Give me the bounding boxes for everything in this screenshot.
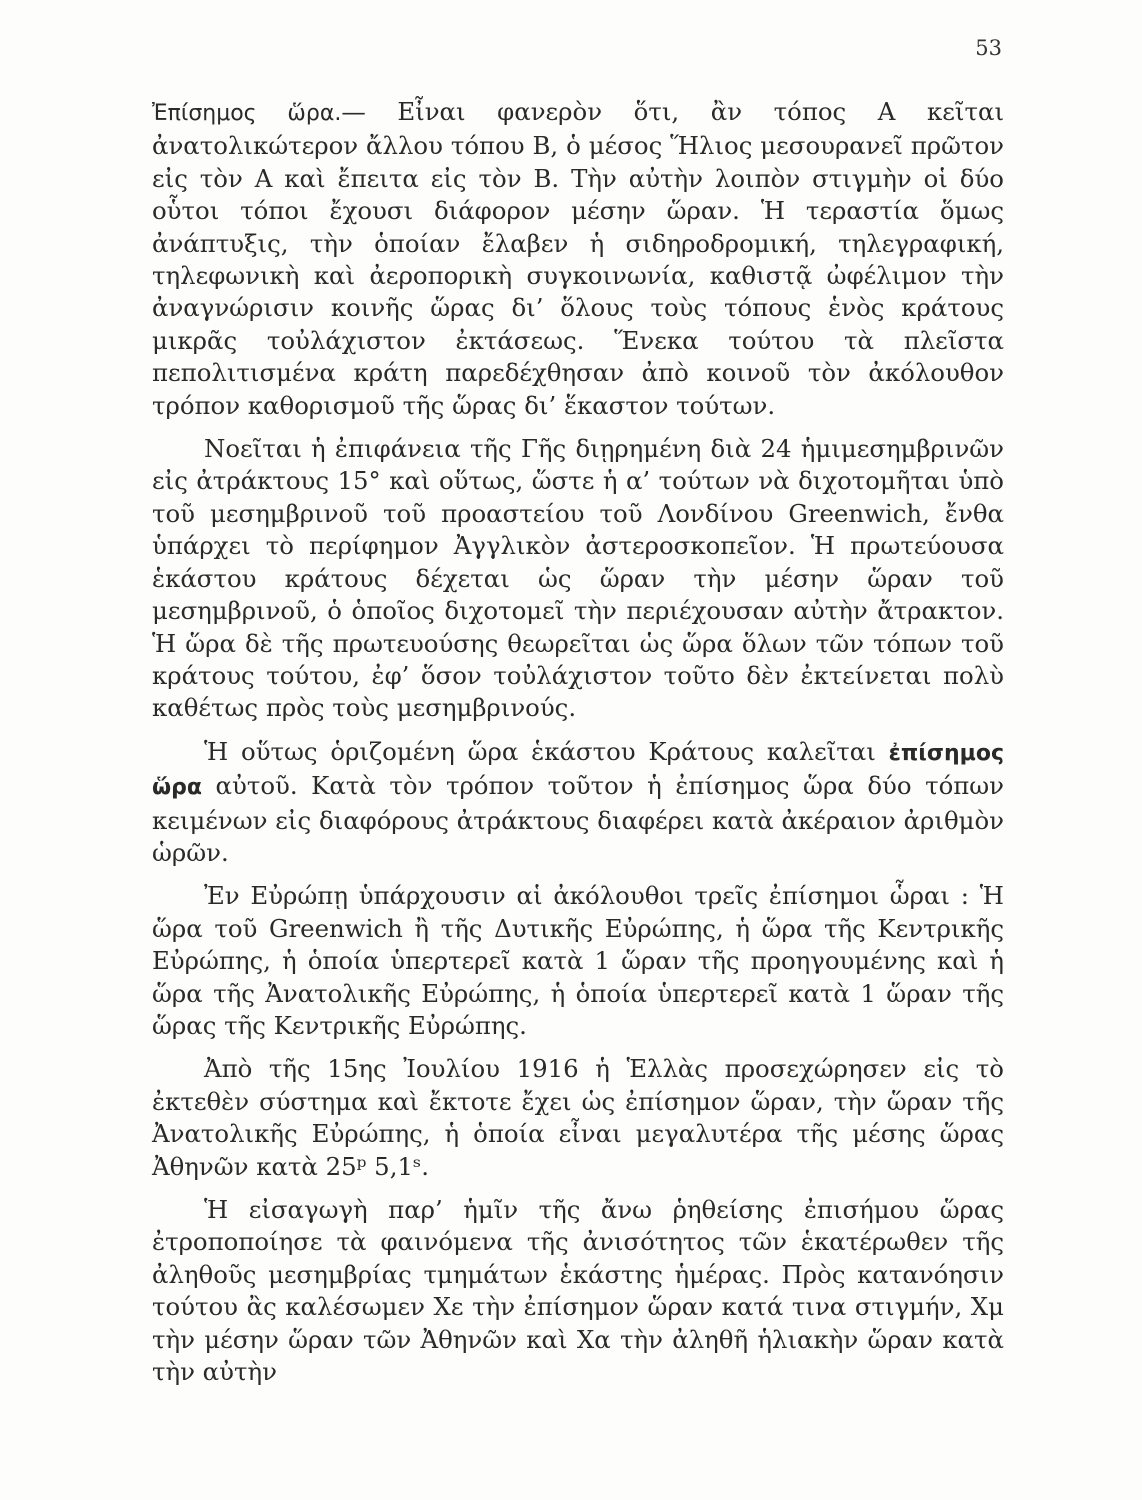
page-number: 53 [975,36,1002,60]
paragraph-text: — Εἶναι φανερὸν ὅτι, ἂν τόπος Α κεῖται ἀνατολικώτερον ἄλλου τόπου Β, ὁ μέσος Ἥλιος μεσουρανεῖ πρῶτον εἰς τὸν Α καὶ ἔπειτα εἰς τὸν Β. Τὴν αὐτὴν λοιπὸν στιγμὴν οἱ δύο οὗτοι τόποι ἔχουσι διάφορον μέσην ὥραν. Ἡ τεραστία ὅμως ἀνάπτυξις, τὴν ὁποίαν ἔλαβεν ἡ σιδηροδρομική, τηλεγραφική, τηλεφωνικὴ καὶ ἀεροπορικὴ συγκοινωνία, καθιστᾷ ὠφέλιμον τὴν ἀναγνώρισιν κοινῆς ὥρας δι’ ὅλους τοὺς τόπους ἑνὸς κράτους μικρᾶς τοὐλάχιστον ἐκτάσεως. Ἕνεκα τούτου τὰ πλεῖστα πεπολιτισμένα κράτη παρεδέχθησαν ἀπὸ κοινοῦ τὸν ἀκόλουθον τρόπον καθορισμοῦ τῆς ὥρας δι’ ἕκαστον τούτων. [152,97,1005,420]
paragraph-text: Ἀπὸ τῆς 15ης Ἰουλίου 1916 ἡ Ἑλλὰς προσεχώρησεν εἰς τὸ ἐκτεθὲν σύστημα καὶ ἔκτοτε ἔχει ὡς ἐπίσημον ὥραν, τὴν ὥραν τῆς Ἀνατολικῆς Εὐρώπης, ἡ ὁποία εἶναι μεγαλυτέρα τῆς μέσης ὥρας Ἀθηνῶν κατὰ 25ᵖ 5,1ˢ. [152,1054,1004,1181]
paragraph-official-time-definition [152,736,1004,870]
defined-term: ἐπίσημος ὥρα [152,740,1004,801]
paragraph-text: Νοεῖται ἡ ἐπιφάνεια τῆς Γῆς διῃρημένη διὰ 24 ἡμιμεσημβρινῶν εἰς ἀτράκτους 15° καὶ οὕτως, ὥστε ἡ α’ τούτων νὰ διχοτομῆται ὑπὸ τοῦ μεσημβρινοῦ τοῦ προαστείου τοῦ Λονδίνου Greenwich, ἔνθα ὑπάρχει τὸ περίφημον Ἀγγλικὸν ἀστεροσκοπεῖον. Ἡ πρωτεύουσα ἑκάστου κράτους δέχεται ὡς ὥραν τὴν μέσην ὥραν τοῦ μεσημβρινοῦ, ὁ ὁποῖος διχοτομεῖ τὴν περιέχουσαν αὐτὴν ἄτρακτον. Ἡ ὥρα δὲ τῆς πρωτευούσης θεωρεῖται ὡς ὥρα ὅλων τῶν τόπων τοῦ κράτους τούτου, ἐφ’ ὅσον τοὐλάχιστον τοῦτο δὲν ἐκτείνεται πολὺ καθέτως πρὸς τοὺς μεσημβρινούς. [152,434,1004,723]
paragraph-text: Ἐν Εὐρώπῃ ὑπάρχουσιν αἱ ἀκόλουθοι τρεῖς ἐπίσημοι ὧραι : Ἡ ὥρα τοῦ Greenwich ἢ τῆς Δυτικῆς Εὐρώπης, ἡ ὥρα τῆς Κεντρικῆς Εὐρώπης, ἡ ὁποία ὑπερτερεῖ κατὰ 1 ὥραν τῆς προηγουμένης καὶ ἡ ὥρα τῆς Ἀνατολικῆς Εὐρώπης, ἡ ὁποία ὑπερτερεῖ κατὰ 1 ὥραν τῆς ὥρας τῆς Κεντρικῆς Εὐρώπης. [152,881,1004,1040]
paragraph-text: Ἡ εἰσαγωγὴ παρ’ ἡμῖν τῆς ἄνω ῥηθείσης ἐπισήμου ὥρας ἐτροποποίησε τὰ φαινόμενα τῆς ἀνισότητος τῶν ἑκατέρωθεν τῆς ἀληθοῦς μεσημβρίας τμημάτων ἑκάστης ἡμέρας. Πρὸς κατανόησιν τούτου ἂς καλέσωμεν Xε τὴν ἐπίσημον ὥραν κατά τινα στιγμήν, Xμ τὴν μέσην ὥραν τῶν Ἀθηνῶν καὶ Xα τὴν ἀληθῆ ἡλιακὴν ὥραν κατὰ τὴν αὐτὴν [152,1195,1004,1387]
paragraph-official-time-effect [152,1194,1004,1388]
body-text [152,96,1004,1388]
section-heading: Ἐπίσημος ὥρα. [152,101,342,126]
paragraph-time-zones [152,433,1004,725]
paragraph-greece-adoption [152,1053,1004,1183]
paragraph-lead: Ἡ οὕτως ὁριζομένη ὥρα ἑκάστου Κράτους καλεῖται [204,736,889,766]
paragraph-official-time-intro [152,96,1004,422]
paragraph-europe-time-zones [152,880,1004,1042]
paragraph-text: αὐτοῦ. Κατὰ τὸν τρόπον τοῦτον ἡ ἐπίσημος ὥρα δύο τόπων κειμένων εἰς διαφόρους ἀτράκτους διαφέρει κατὰ ἀκέραιον ἀριθμὸν ὡρῶν. [152,771,1004,867]
